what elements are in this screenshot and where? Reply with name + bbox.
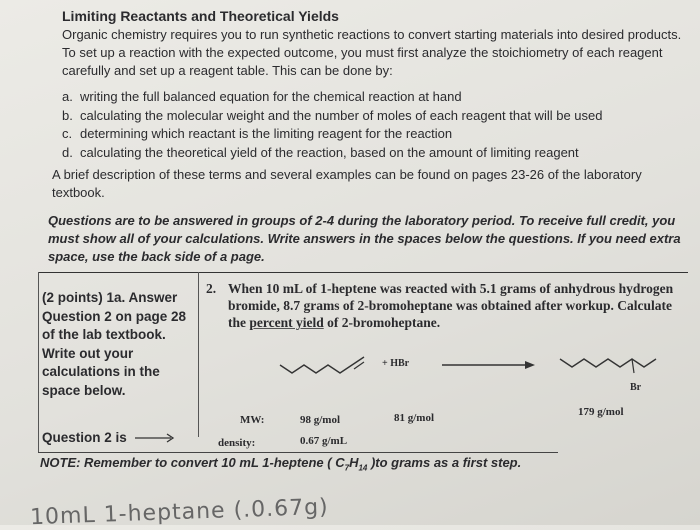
- question-2-label: Question 2 is: [42, 430, 179, 445]
- list-item: d. calculating the theoretical yield of the reaction, based on the amount of limiting reagent: [62, 144, 579, 160]
- steps-list: [62, 88, 602, 162]
- mw-label: MW:: [240, 414, 265, 426]
- heptene-structure: [280, 357, 364, 373]
- questions-instructions: Questions are to be answered in groups of 2-4 during the laboratory period. To receive full credit, you must show all of your calculations. Write answers in the spaces below the questions. If you need extra space, use the back side of a page.: [48, 213, 681, 264]
- divider: [198, 272, 199, 437]
- problem-number: 2.: [206, 281, 217, 296]
- list-item: a. writing the full balanced equation for the chemical reaction at hand: [62, 89, 462, 104]
- question-1a: (2 points) 1a. Answer Question 2 on page 28 of the lab textbook. Write out your calculations in the space below.: [42, 290, 187, 398]
- hbr-reagent: + HBr: [382, 358, 410, 369]
- intro-paragraph: Organic chemistry requires you to run synthetic reactions to convert starting materials into desired products. To set up a reaction with the expected outcome, you must first analyze the stoichiometry of each reagent carefully and set up a reagent table. This can be done by:: [62, 27, 682, 78]
- product-substituent: Br: [630, 382, 642, 393]
- worksheet-title: Limiting Reactants and Theoretical Yields: [62, 8, 339, 24]
- density-heptene: 0.67 g/mL: [300, 435, 348, 447]
- note: NOTE: Remember to convert 10 mL 1-heptene ( $C_7H_{14}$ )to grams as a first step.: [40, 455, 522, 473]
- brief-description: A brief description of these terms and several examples can be found on pages 23-26 of the laboratory textbook.: [52, 167, 642, 200]
- handwritten-note: 10mL 1-heptane (.0.67g): [29, 494, 330, 530]
- list-item: b. calculating the molecular weight and the number of moles of each reagent that will be used: [62, 107, 603, 123]
- divider: [38, 452, 558, 453]
- reaction-scheme: [270, 345, 670, 400]
- divider: [38, 272, 39, 452]
- underlined-term: percent yield: [249, 315, 324, 330]
- mw-product: 179 g/mol: [578, 406, 624, 418]
- problem-2: 2. When 10 mL of 1-heptene was reacted with 5.1 grams of anhydrous hydrogen bromide, 8.7 grams of 2-bromoheptane was obtained after workup. Calculate the percent yield of 2-bromoheptane.: [206, 281, 674, 330]
- arrow-right-icon: [135, 433, 179, 443]
- mw-hbr: 81 g/mol: [394, 412, 435, 424]
- bromoheptane-structure: [560, 359, 656, 367]
- mw-heptene: 98 g/mol: [300, 414, 341, 426]
- divider: [38, 272, 688, 273]
- density-label: density:: [218, 437, 256, 449]
- list-item: c. determining which reactant is the limiting reagent for the reaction: [62, 126, 453, 141]
